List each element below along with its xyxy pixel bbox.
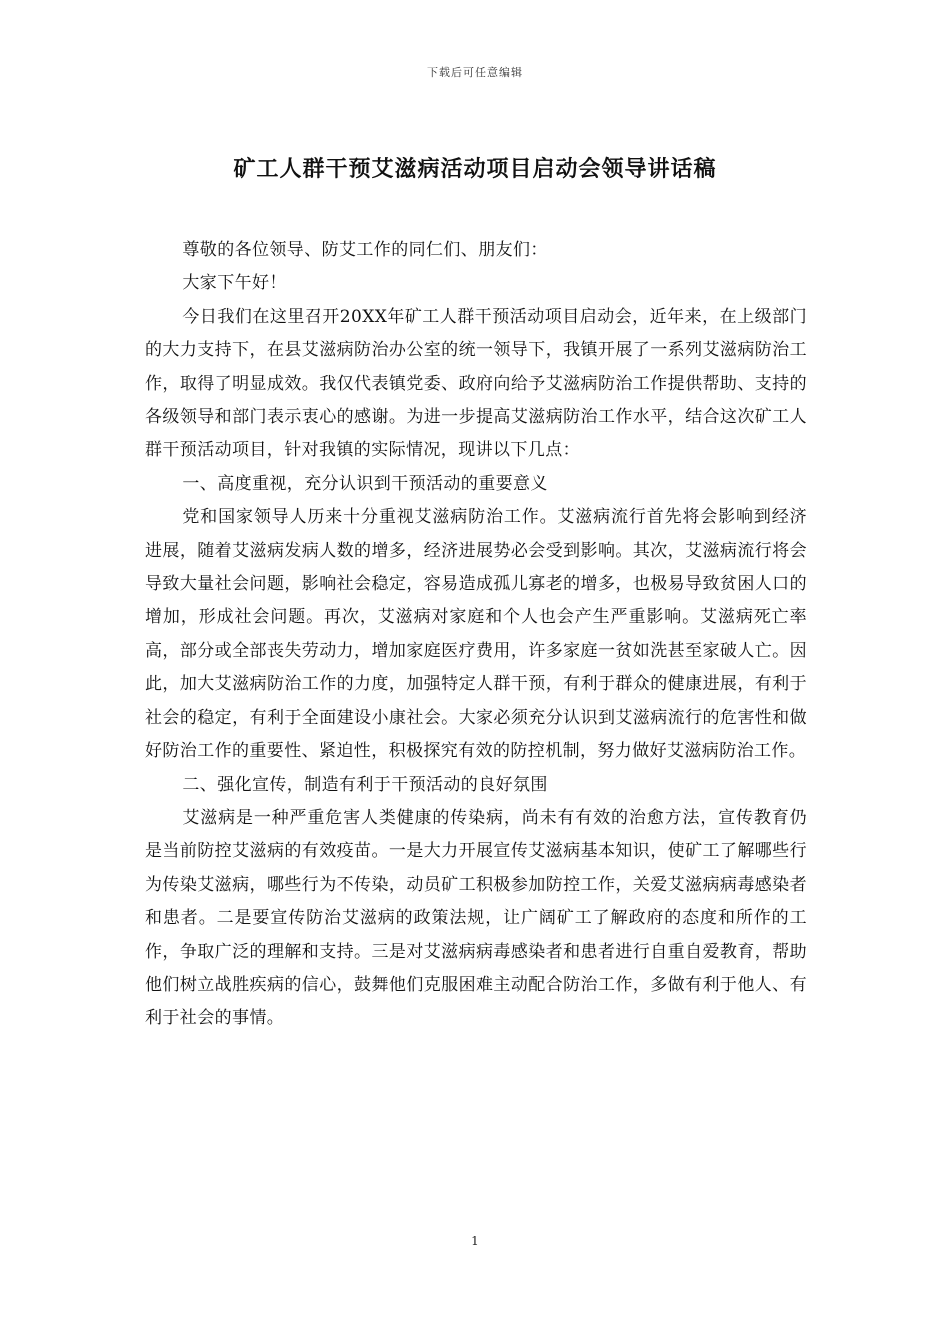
salutation: 尊敬的各位领导、防艾工作的同仁们、朋友们： <box>182 240 548 260</box>
section-1-paragraph: 党和国家领导人历来十分重视艾滋病防治工作。艾滋病流行首先将会影响到经济进展，随着艾滋病发病人数的增多，经济进展势必会受到影响。其次，艾滋病流行将会导致大量社会问题，影响社会稳定，容易造成孤儿寡老的增多，也极易导致贫困人口的增加，形成社会问题。再次，艾滋病对家庭和个人也会产生严重影响。艾滋病死亡率高，部分或全部丧失劳动力，增加家庭医疗费用，许多家庭一贫如洗甚至家破人亡。因此，加大艾滋病防治工作的力度，加强特定人群干预，有利于群众的健康进展，有利于社会的稳定，有利于全面建设小康社会。大家必须充分认识到艾滋病流行的危害性和做好防治工作的重要性、紧迫性，积极探究有效的防控机制，努力做好艾滋病防治工作。 <box>145 507 807 762</box>
section-2-paragraph: 艾滋病是一种严重危害人类健康的传染病，尚未有有效的治愈方法，宣传教育仍是当前防控艾滋病的有效疫苗。一是大力开展宣传艾滋病基本知识，使矿工了解哪些行为传染艾滋病，哪些行为不传染，动员矿工积极参加防控工作，关爱艾滋病病毒感染者和患者。二是要宣传防治艾滋病的政策法规，让广阔矿工了解政府的态度和所作的工作，争取广泛的理解和支持。三是对艾滋病病毒感染者和患者进行自重自爱教育，帮助他们树立战胜疾病的信心，鼓舞他们克服困难主动配合防治工作，多做有利于他人、有利于社会的事情。 <box>145 807 807 1029</box>
page-number: 1 <box>471 1234 479 1248</box>
intro-paragraph: 今日我们在这里召开20XX年矿工人群干预活动项目启动会，近年来，在上级部门的大力支持下，在县艾滋病防治办公室的统一领导下，我镇开展了一系列艾滋病防治工作，取得了明显成效。我仅代表镇党委、政府向给予艾滋病防治工作提供帮助、支持的各级领导和部门表示衷心的感谢。为进一步提高艾滋病防治工作水平，结合这次矿工人群干预活动项目，针对我镇的实际情况，现讲以下几点： <box>145 306 807 461</box>
header-note: 下载后可任意编辑 <box>427 66 523 79</box>
section-heading-1: 一、高度重视，充分认识到干预活动的重要意义 <box>182 473 548 494</box>
section-heading-2: 二、强化宣传，制造有利于干预活动的良好氛围 <box>182 774 548 795</box>
document-body <box>145 234 807 1036</box>
greeting: 大家下午好！ <box>182 273 287 294</box>
document-title: 矿工人群干预艾滋病活动项目启动会领导讲话稿 <box>233 157 717 182</box>
